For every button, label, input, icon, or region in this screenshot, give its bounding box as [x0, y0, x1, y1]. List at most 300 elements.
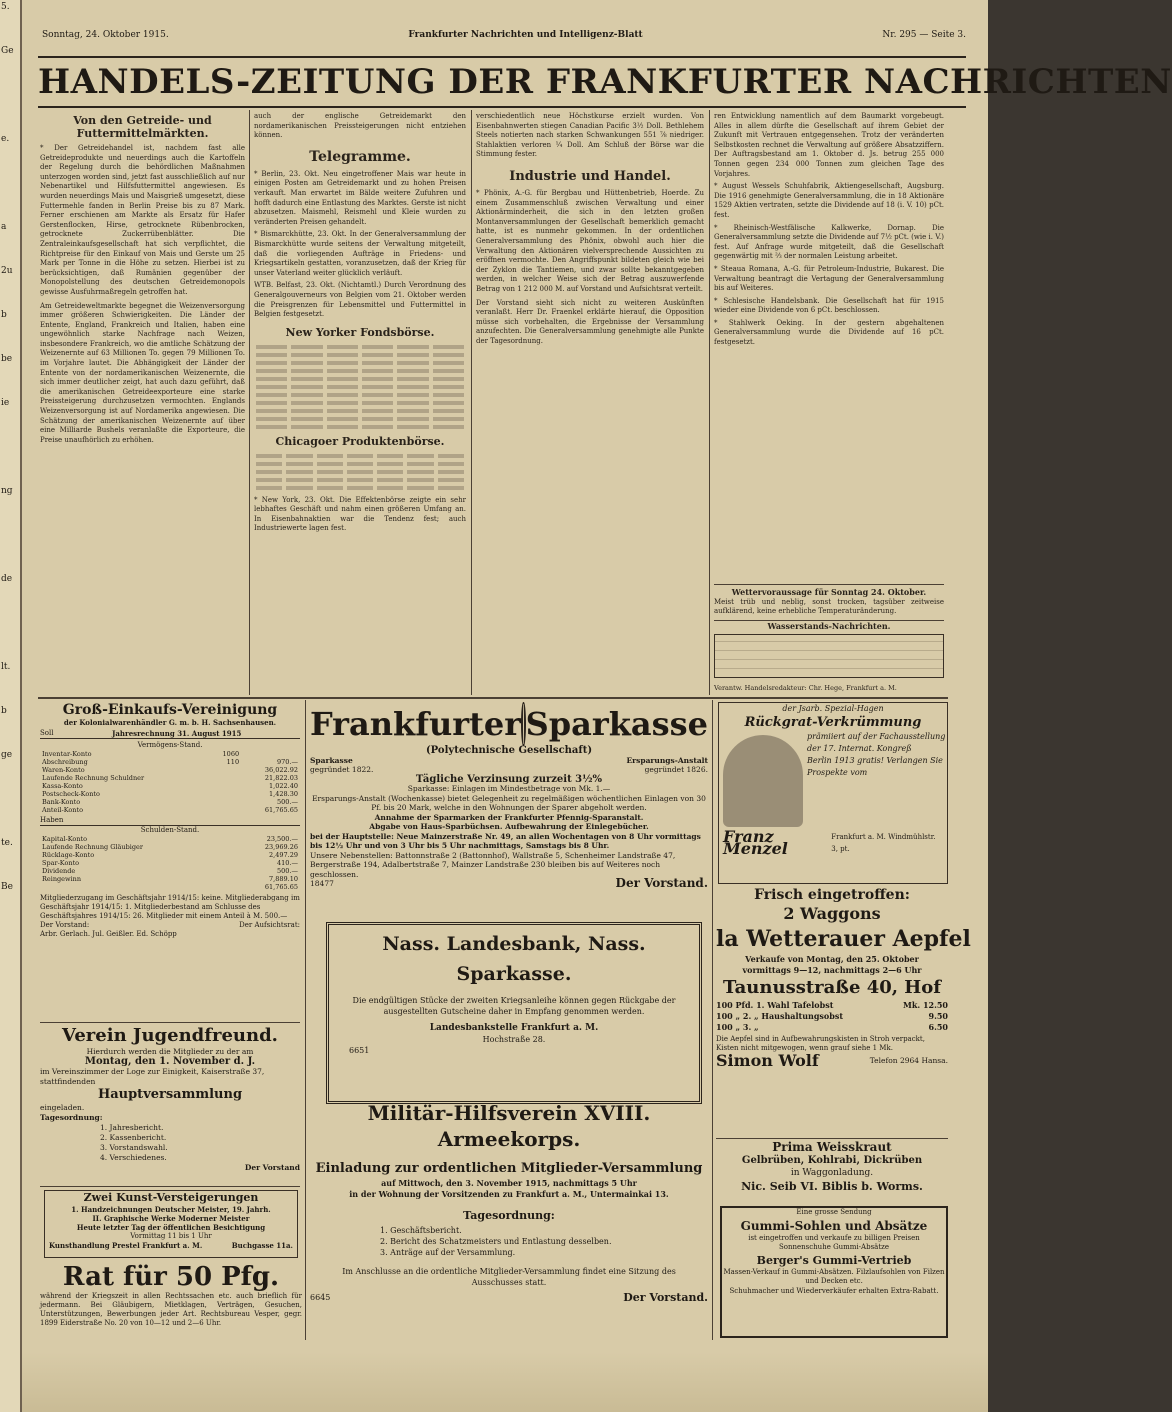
column-rule	[471, 110, 472, 695]
table-cell: 7,889.10	[269, 875, 298, 883]
table-cell	[325, 415, 360, 423]
gummi-l3: Berger's Gummi-Vertrieb	[756, 1253, 912, 1267]
aepfel-l1: Frisch eingetroffen:	[754, 887, 910, 903]
column-industrie	[476, 112, 704, 692]
table-row	[254, 415, 466, 423]
table-cell: Bank-Konto	[42, 798, 81, 806]
table-cell	[405, 468, 435, 476]
aepfel-prices	[716, 1000, 948, 1033]
table-cell	[431, 399, 466, 407]
aepfel-l4: Verkaufe von Montag, den 25. Oktober	[745, 954, 919, 964]
column-handel-cont	[714, 112, 944, 582]
adjacent-page-strip	[0, 0, 22, 1412]
table-cell	[431, 415, 466, 423]
price-qty: 100 Pfd. 1. Wahl Tafelobst	[716, 1000, 834, 1010]
article-paragraph: Am Getreideweltmarkte begegnet die Weizenversorgung immer größeren Schwierigkeiten. Die Länder der Entente, England, Frankreich und Italien, haben eine ungewöhnlich starke Nachfrage nach Weizen, insbesondere Frankreich, wo die amtliche Schätzung der Weizenernte auf 63 Millionen To. gegen 79 Millionen To. im Vorjahre lautet. Die Abhängigkeit der Länder der Entente von der nordamerikanischen Weizenernte, die sich immer deutlicher zeigt, hat auch dazu geführt, daß die amerikanischen Getreideexporteure eine starke Preissteigerung durchzusetzen vermochten. Englands Weizenversorgung ist auf Nordamerika angewiesen. Die Schätzung der amerikanischen Weizenernte auf über eine Milliarde Bushels veranlaßte die Exporteure, die Preise unaufhörlich zu erhöhen.	[40, 301, 245, 444]
table-cell	[431, 423, 466, 431]
list-item: 3. Anträge auf der Versammlung.	[380, 1248, 516, 1257]
table-cell: Rücklage-Konto	[42, 851, 95, 859]
table-cell	[395, 351, 430, 359]
kunst-line: Buchgasse 11a.	[231, 1241, 293, 1250]
sparkasse-text: bei der Hauptstelle: Neue Mainzerstraße Nr. 49, an allen Wochentagen von 8 Uhr vormittags bis 12½ Uhr und von 3 Uhr bis 5 Uhr nachmittags, Samstags bis 8 Uhr.	[310, 831, 701, 850]
rule	[40, 1186, 300, 1187]
menzel-line: Rückgrat-Verkrümmung	[744, 715, 922, 730]
price-qty: 100 „ 2. „ Haushaltungsobst	[716, 1011, 844, 1021]
table-cell	[254, 351, 289, 359]
table-cell: 61,765.65	[264, 883, 298, 891]
sparkasse-text: Annahme der Sparmarken der Frankfurter Pfennig-Sparanstalt.	[374, 812, 644, 822]
einkauf-members: Mitgliederzugang im Geschäftsjahr 1914/15: keine. Mitgliederabgang im Geschäftsjahr 1914/15: 1. Mitgliederbestand am Schlusse des Geschäftsjahres 1914/15: 26. Mitglieder mit einem Anteil à M. 500.—	[40, 894, 300, 920]
table-cell	[325, 343, 360, 351]
price-qty: 100 „ 3. „	[716, 1022, 759, 1032]
kunst-line: II. Graphische Werke Moderner Meister	[92, 1214, 250, 1223]
militaer-code: 6645	[310, 1293, 331, 1302]
gummi-l0: Eine grosse Sendung	[796, 1208, 872, 1216]
strip-fragment: de	[1, 574, 13, 584]
table-cell: 36,022.92	[264, 766, 298, 774]
article-paragraph: * Der Getreidehandel ist, nachdem fast alle Getreideprodukte und neuerdings auch die Kartoffeln der Regelung durch die behördlichen Maßnahmen unterzogen worden sind, jetzt fast ausschließlich auf nur Nebenartikel und Hilfsfuttermittel angewiesen. Es wurden neuerdings Mais und Maisgrieß umgesetzt, diese Futtermehle fanden in Berlin Preise bis zu 87 Mark. Ferner erschienen am Markte als Ersatz für Hafer Gerstenflocken, Hirse, getrocknete Rübenbrocken, getrocknete Zuckerrübenblätter. Die Zentraleinkaufsgesellschaft hat sich verpflichtet, die Richtpreise für den Einkauf von Mais und Gerste um 25 Mark per Tonne in die Höhe zu setzen. Hierbei ist zu berücksichtigen, daß Rumänien gegenüber der Monopolstellung des deutschen Getreidemonopols gewisse Ausfuhrmaßregeln getroffen hat.	[40, 144, 245, 296]
kunst-line: Vormittag 11 bis 1 Uhr	[130, 1232, 212, 1240]
section-title-telegramme: Telegramme.	[309, 148, 411, 165]
table-cell	[436, 476, 466, 484]
aepfel-l6: Taunusstraße 40, Hof	[722, 977, 942, 998]
table-row	[40, 774, 300, 782]
einkauf-aufsicht: Der Aufsichtsrat:	[239, 921, 300, 929]
verein-line: im Vereinszimmer der Loge zur Einigkeit, Kaiserstraße 37, stattfindenden	[40, 1067, 265, 1086]
table-row	[254, 484, 466, 492]
table-cell	[395, 399, 430, 407]
table-cell: 1060	[222, 750, 240, 758]
table-row	[254, 391, 466, 399]
table-cell: 110	[226, 758, 240, 766]
table-cell	[405, 460, 435, 468]
table-row	[254, 460, 466, 468]
strip-fragment	[0, 924, 20, 938]
table-cell	[284, 476, 314, 484]
table-cell	[431, 391, 466, 399]
price-value: Mk. 12.50	[902, 1000, 948, 1010]
table-cell	[345, 476, 375, 484]
table-cell	[395, 343, 430, 351]
price-row	[716, 1022, 948, 1033]
table-cell	[208, 774, 241, 782]
table-row	[40, 843, 300, 851]
aepfel-l3: la Wetterauer Aepfel	[716, 926, 971, 952]
verein-haupt: Hauptversammlung	[97, 1087, 243, 1102]
table-cell	[289, 407, 324, 415]
table-row	[254, 452, 466, 460]
price-value: 6.50	[928, 1022, 948, 1032]
kunst-title: Zwei Kunst-Versteigerungen	[83, 1191, 259, 1204]
aepfel-name: Simon Wolf	[716, 1051, 819, 1070]
table-row	[40, 798, 300, 806]
strip-fragment: ie	[1, 398, 10, 408]
table-cell	[375, 460, 405, 468]
table-row	[254, 343, 466, 351]
newspaper-page	[20, 0, 1172, 1412]
table-cell	[360, 343, 395, 351]
table-cell	[208, 790, 241, 798]
ad-militaer	[310, 1100, 708, 1340]
table-row	[40, 806, 300, 814]
strip-fragment: Be	[1, 882, 13, 892]
table-cell	[289, 359, 324, 367]
table-cell	[254, 391, 289, 399]
table-row	[254, 351, 466, 359]
table-cell	[395, 383, 430, 391]
table-cell	[315, 468, 345, 476]
table-cell	[345, 460, 375, 468]
table-cell	[360, 399, 395, 407]
table-cell	[254, 367, 289, 375]
table-cell	[360, 391, 395, 399]
strip-fragment: b	[1, 310, 7, 320]
aepfel-l2: 2 Waggons	[783, 904, 881, 923]
article-paragraph: * Steaua Romana, A.-G. für Petroleum-Industrie, Bukarest. Die Verwaltung beantragt die Vertagung der Generalversammlung bis auf Weiteres.	[714, 264, 944, 293]
table-cell	[375, 484, 405, 492]
table-cell	[345, 484, 375, 492]
label-vermoegen: Vermögens-Stand.	[137, 741, 203, 749]
militaer-items	[310, 1225, 708, 1258]
table-row	[40, 835, 300, 843]
table-cell	[254, 343, 289, 351]
ad-sparkasse	[310, 702, 708, 917]
strip-fragment	[0, 88, 20, 102]
menzel-line: prämiiert auf der Fachausstellung der 17. Internat. Kongreß	[807, 732, 946, 753]
table-cell	[254, 460, 284, 468]
table-cell: 61,765.65	[264, 806, 298, 814]
table-cell	[254, 359, 289, 367]
landesbank-text: Die endgültigen Stücke der zweiten Kriegsanleihe können gegen Rückgabe der ausgestellten Gutscheine daher in Empfang genommen werden.	[352, 996, 676, 1016]
table-cell	[325, 399, 360, 407]
table-cell	[254, 468, 284, 476]
militaer-footer: Im Anschlusse an die ordentliche Mitglieder-Versammlung findet eine Sitzung des Ausschusses statt.	[342, 1267, 676, 1287]
sparkasse-sign: Der Vorstand.	[615, 876, 708, 890]
table-cell	[375, 452, 405, 460]
ny-stock-table	[254, 343, 466, 431]
table-cell	[284, 468, 314, 476]
table-cell	[325, 375, 360, 383]
table-cell	[254, 399, 289, 407]
table-cell	[254, 407, 289, 415]
table-row	[40, 867, 300, 875]
strip-fragment: a	[1, 222, 7, 232]
table-cell	[325, 407, 360, 415]
table-cell	[360, 359, 395, 367]
table-cell: Dividende	[42, 867, 76, 875]
article-paragraph: * New York, 23. Okt. Die Effektenbörse zeigte ein sehr lebhaftes Geschäft und nahm einen größeren Umfang an. In Eisenbahnaktien war die Tendenz fest; auch Industriewerte lagen fest.	[254, 495, 466, 533]
table-row	[254, 407, 466, 415]
ad-verein	[40, 1025, 300, 1185]
table-cell: 1,428.30	[269, 790, 298, 798]
table-cell: 970.—	[277, 758, 298, 766]
weather-box	[714, 588, 944, 618]
table-cell	[395, 375, 430, 383]
table-row	[254, 423, 466, 431]
article-paragraph: ren Entwicklung namentlich auf dem Baumarkt vorgebeugt. Alles in allem dürfte die Gesellschaft auf ihrem Gebiet der Zukunft mit Vertrauen entgegensehen. Trotz der veränderten Selbstkosten rechnet die Verwaltung auf größere Absatzziffern. Der Auftragsbestand am 1. Oktober d. Js. betrug 255 000 Tonnen gegen 234 000 Tonnen zum gleichen Tage des Vorjahres.	[714, 112, 944, 178]
strip-fragment	[0, 176, 20, 190]
table-cell	[360, 367, 395, 375]
table-row	[254, 383, 466, 391]
water-box	[714, 622, 944, 684]
table-cell	[431, 351, 466, 359]
schulden-table	[40, 835, 300, 891]
table-cell	[289, 423, 324, 431]
ad-kunst	[44, 1190, 298, 1258]
table-row	[254, 375, 466, 383]
list-item: 4. Verschiedenes.	[100, 1153, 167, 1162]
table-cell	[436, 484, 466, 492]
table-cell: Kassa-Konto	[42, 782, 83, 790]
article-paragraph: * August Wessels Schuhfabrik, Aktiengesellschaft, Augsburg. Die 1916 genehmigte Generalversammlung, die in 18 Aktionäre 1529 Aktien vertraten, setzte die Dividende auf 18 (i. V. 10) pCt. fest.	[714, 182, 944, 219]
strip-fragment: ge	[1, 750, 13, 760]
sparkasse-right2: gegründet 1826.	[644, 765, 708, 774]
table-cell	[431, 375, 466, 383]
table-cell	[289, 375, 324, 383]
table-cell	[360, 383, 395, 391]
list-item: 3. Vorstandswahl.	[100, 1143, 168, 1152]
list-item: 1. Geschäftsbericht.	[380, 1226, 462, 1235]
table-row	[40, 750, 300, 758]
aepfel-l5: vormittags 9—12, nachmittags 2—6 Uhr	[742, 965, 922, 975]
kraut-l2: Gelbrüben, Kohlrabi, Dickrüben	[741, 1155, 923, 1166]
table-cell	[405, 484, 435, 492]
strip-fragment: 5.	[1, 2, 10, 12]
price-row	[716, 1011, 948, 1022]
ad-einkauf	[40, 702, 300, 1020]
table-cell	[345, 468, 375, 476]
table-cell	[360, 407, 395, 415]
table-row	[40, 851, 300, 859]
table-cell	[395, 407, 430, 415]
table-cell	[315, 452, 345, 460]
table-cell	[395, 423, 430, 431]
sparkasse-text: Sparkasse: Einlagen im Mindestbetrage von Mk. 1.—	[407, 784, 611, 793]
sparkasse-title-2: Sparkasse	[525, 705, 708, 743]
strip-fragment	[0, 528, 20, 542]
table-cell	[289, 415, 324, 423]
table-cell	[405, 476, 435, 484]
menzel-figure	[723, 735, 803, 827]
table-cell	[284, 460, 314, 468]
einkauf-names: Arbr. Gerlach. Jul. Geißler. Ed. Schöpp	[40, 930, 177, 938]
verein-date: Montag, den 1. November d. J.	[84, 1056, 256, 1067]
header-date: Sonntag, 24. Oktober 1915.	[42, 30, 169, 40]
table-cell: Abschreibung	[42, 758, 88, 766]
table-cell: 500.—	[277, 867, 298, 875]
table-row	[254, 359, 466, 367]
table-cell	[360, 423, 395, 431]
table-cell	[395, 367, 430, 375]
article-paragraph: verschiedentlich neue Höchstkurse erzielt wurden. Von Eisenbahnwerten stiegen Canadian Pacific 3½ Doll. Bethlehem Steels notierten nach starken Schwankungen 551 ⅞ niedriger. Stahlaktien verloren ¼ Doll. Am Schluß der Börse war die Stimmung fester.	[476, 112, 704, 159]
militaer-invite: Einladung zur ordentlichen Mitglieder-Versammlung	[315, 1161, 703, 1176]
verein-items	[40, 1123, 300, 1163]
verein-line: eingeladen.	[40, 1103, 85, 1112]
weather-title: Wettervoraussage für Sonntag 24. Oktober.	[731, 587, 927, 597]
table-cell	[241, 750, 300, 758]
table-cell	[289, 343, 324, 351]
sparkasse-sub: (Polytechnische Gesellschaft)	[425, 745, 593, 756]
strip-fragment: e.	[1, 134, 10, 144]
table-cell	[289, 351, 324, 359]
strip-fragment	[0, 792, 20, 806]
section-rule	[38, 697, 948, 699]
ad-gummi	[720, 1206, 948, 1338]
table-cell	[284, 484, 314, 492]
column-rule	[712, 700, 713, 1340]
section-title-newyork: New Yorker Fondsbörse.	[285, 325, 435, 339]
column-telegramme	[254, 112, 466, 692]
weather-text: Meist trüb und neblig, sonst trocken, tagsüber zeitweise aufklärend, keine erhebliche Temperaturänderung.	[714, 597, 944, 616]
ad-menzel	[718, 702, 948, 884]
aepfel-note: Die Aepfel sind in Aufbewahrungskisten in Stroh verpackt, Kisten nicht mitgewogen, wenn grauf siehe 1 Mk.	[716, 1035, 925, 1052]
table-cell	[284, 452, 314, 460]
table-cell: Kapital-Konto	[42, 835, 88, 843]
sparkasse-right1: Ersparungs-Anstalt	[626, 755, 708, 765]
table-cell	[289, 383, 324, 391]
label-schulden: Schulden-Stand.	[40, 825, 300, 835]
article-paragraph: * Berlin, 23. Okt. Neu eingetroffener Mais war heute in einigen Posten am Getreidemarkt und zu hohen Preisen verkauft. Man erwartet im Bälde weitere Zufuhren und hofft dadurch eine Entlastung des Marktes. Gerste ist nicht abzusetzen. Maismehl, Reismehl und Kleie wurden zu veränderten Preisen gehandelt.	[254, 169, 466, 226]
table-cell: 410.—	[277, 859, 298, 867]
kraut-l4: Nic. Seib VI. Biblis b. Worms.	[741, 1180, 923, 1193]
table-cell	[431, 343, 466, 351]
table-row	[40, 790, 300, 798]
menzel-line: Berlin 1913 gratis! Verlangen Sie Prospekte vom	[807, 756, 943, 777]
table-cell	[345, 452, 375, 460]
rat-text: während der Kriegszeit in allen Rechtssachen etc. auch brieflich für jedermann. Bei Gläubigern, Mietklagen, Verträgen, Gesuchen, Unterstützungen, Bewerbungen jeder Art. Rechtsbureau Vesper, gegr. 1899 Eiderstraße No. 20 von 10—12 und 2—6 Uhr.	[40, 1292, 302, 1327]
article-paragraph: Der Vorstand sieht sich nicht zu weiteren Auskünften veranlaßt. Herr Dr. Fraenkel erklärte hierauf, die Opposition müsse sich vorbehalten, die Ergebnisse der Versammlung anzufechten. Die Generalversammlung genehmigte alle Punkte der Tagesordnung.	[476, 298, 704, 345]
rule	[40, 1022, 300, 1023]
table-cell	[375, 468, 405, 476]
table-cell	[289, 367, 324, 375]
sparkasse-text: Ersparungs-Anstalt (Wochenkasse) bietet Gelegenheit zu regelmäßigen wöchentlichen Einlagen von 30 Pf. bis 20 Mark, welche in den Wohnungen der Sparer abgeholt werden.	[312, 793, 706, 812]
table-cell: 2,497.29	[269, 851, 298, 859]
article-title-getreide: Von den Getreide- und Futtermittelmärkten.	[73, 114, 212, 140]
rule	[716, 1138, 948, 1139]
sparkasse-zins: Tägliche Verzinsung zurzeit 3½%	[415, 773, 603, 785]
table-row	[40, 766, 300, 774]
table-cell: 500.—	[277, 798, 298, 806]
table-cell: Postscheck-Konto	[42, 790, 100, 798]
table-cell: Anteil-Konto	[42, 806, 83, 814]
table-cell	[360, 351, 395, 359]
rule	[714, 584, 944, 585]
gummi-l4: Massen-Verkauf in Gummi-Absätzen. Filzlaufsohlen von Filzen und Decken etc.	[723, 1267, 945, 1285]
gummi-l1: Gummi-Sohlen und Absätze	[740, 1218, 928, 1233]
ad-kraut	[716, 1141, 948, 1201]
page-edge	[20, 1352, 988, 1412]
page-header	[42, 30, 966, 40]
table-row	[40, 883, 300, 891]
table-cell	[208, 806, 241, 814]
militaer-title: Militär-Hilfsverein XVIII. Armeekorps.	[367, 1101, 651, 1151]
table-cell: 1,022.40	[269, 782, 298, 790]
vermoegen-table	[40, 750, 300, 814]
column-getreide	[40, 112, 245, 692]
table-cell	[289, 399, 324, 407]
table-cell: 21,822.03	[264, 774, 298, 782]
rat-title: Rat für 50 Pfg.	[62, 1262, 280, 1292]
kraut-l1: Prima Weisskraut	[772, 1140, 892, 1154]
verein-line: Hierdurch werden die Mitglieder zu der am	[86, 1047, 254, 1056]
table-cell	[395, 415, 430, 423]
label-soll: Soll	[40, 729, 54, 737]
table-cell	[208, 782, 241, 790]
table-cell	[254, 476, 284, 484]
list-item: 1. Jahresbericht.	[100, 1123, 164, 1132]
sparkasse-text: Unsere Nebenstellen: Battonnstraße 2 (Battonnhof), Wallstraße 5, Schenheimer Landstraße 47, Bergerstraße 194, Adalbertstraße 7, Mainzer Landstraße 230 bleiben bis auf Weiteres noch geschlossen.	[310, 850, 676, 879]
table-cell	[431, 407, 466, 415]
table-cell	[395, 391, 430, 399]
table-row	[254, 399, 466, 407]
table-cell	[325, 383, 360, 391]
table-cell: Waren-Konto	[42, 766, 85, 774]
table-cell	[431, 359, 466, 367]
table-cell	[325, 359, 360, 367]
article-paragraph: * Phönix, A.-G. für Bergbau und Hüttenbetrieb, Hoerde. Zu einem Zusammenschluß zwischen Verwaltung und einer Aktionärminderheit, die sich in den letzten großen Montanversammlungen der Gesellschaft bemerklich gemacht hatte, ist es nunmehr gekommen. In der ordentlichen Generalversammlung des Phönix, obwohl auch hier die Verwaltung den Aktionären vielversprechende Aussichten zu eröffnen vermochte. Den Angriffspunkt bildeten gleich wie bei der Zyklon die Tantiemen, und zwar sollte bekanntgegeben werden, in welcher Weise sich der Betrag auszuwerfende Betrag von 1 212 000 M. auf Vorstand und Aufsichtsrat verteilt.	[476, 188, 704, 293]
sparkasse-left2: gegründet 1822.	[310, 765, 374, 774]
ad-landesbank	[326, 922, 702, 1104]
table-cell	[360, 375, 395, 383]
militaer-sign: Der Vorstand.	[623, 1291, 708, 1304]
kunst-line: 1. Handzeichnungen Deutscher Meister, 19. Jahrh.	[71, 1205, 271, 1214]
landesbank-addr: Hochstraße 28.	[482, 1035, 546, 1044]
strip-fragment	[0, 616, 20, 630]
verein-sign: Der Vorstand	[244, 1163, 300, 1172]
einkauf-vorstand: Der Vorstand:	[40, 921, 90, 929]
column-rule	[305, 700, 306, 1340]
kunst-line: Kunsthandlung Prestel Frankfurt a. M.	[49, 1241, 203, 1250]
menzel-line: der Jsarb. Spezial-Hagen	[782, 704, 884, 713]
strip-fragment: lt.	[1, 662, 11, 672]
militaer-tagesordnung: Tagesordnung:	[463, 1209, 555, 1222]
masthead: HANDELS-ZEITUNG DER FRANKFURTER NACHRICHTEN	[38, 56, 966, 108]
article-paragraph: * Schlesische Handelsbank. Die Gesellschaft hat für 1915 wieder eine Dividende von 6 pCt. beschlossen.	[714, 296, 944, 315]
strip-fragment: be	[1, 354, 13, 364]
table-cell	[436, 452, 466, 460]
price-value: 9.50	[928, 1011, 948, 1021]
landesbank-title: Nass. Landesbank, Nass. Sparkasse.	[382, 933, 646, 985]
article-paragraph: WTB. Belfast, 23. Okt. (Nichtamtl.) Durch Verordnung des Generalgouverneurs von Belgien vom 21. Oktober werden die Preisgrenzen für Lebensmittel und Futtermittel in Belgien festgesetzt.	[254, 281, 466, 319]
ad-aepfel	[716, 886, 971, 1136]
table-row	[40, 859, 300, 867]
ad-einkauf-subtitle: der Kolonialwarenhändler G. m. b. H. Sachsenhausen.	[63, 718, 277, 727]
strip-fragment: ng	[1, 486, 13, 496]
table-cell: Laufende Rechnung Schuldner	[42, 774, 145, 782]
table-cell	[208, 798, 241, 806]
table-row	[40, 875, 300, 883]
table-cell	[431, 367, 466, 375]
article-paragraph: * Rheinisch-Westfälische Kalkwerke, Dornap. Die Generalversammlung setzte die Dividende auf 7½ pCt. (wie i. V.) fest. Auf Anfrage wurde mitgeteilt, daß die Gesellschaft gegenwärtig mit ⅔ der normalen Leistung arbeitet.	[714, 223, 944, 261]
table-cell	[375, 476, 405, 484]
militaer-place: in der Wohnung der Vorsitzenden zu Frankfurt a. M., Untermainkai 13.	[349, 1189, 669, 1199]
strip-fragment: te.	[1, 838, 13, 848]
ad-verein-title: Verein Jugendfreund.	[62, 1025, 278, 1046]
kraut-l3: in Waggonladung.	[790, 1168, 874, 1178]
landesbank-sign: Landesbankstelle Frankfurt a. M.	[429, 1023, 599, 1033]
table-cell	[360, 415, 395, 423]
landesbank-code: 6651	[349, 1046, 370, 1055]
table-cell: 23,500.—	[266, 835, 298, 843]
table-row	[254, 476, 466, 484]
article-paragraph: * Bismarckhütte, 23. Okt. In der Generalversammlung der Bismarckhütte wurde seitens der Verwaltung mitgeteilt, daß die vorliegenden Aufträge in Friedens- und Kriegsartikeln gestatten, voranzusetzen, daß der Krieg für unser Vaterland weiter glücklich verläuft.	[254, 230, 466, 277]
article-paragraph: auch der englische Getreidemarkt den nordamerikanischen Preissteigerungen nicht entziehen können.	[254, 112, 466, 140]
table-cell: Reingewinn	[42, 875, 82, 883]
table-cell	[315, 484, 345, 492]
table-cell: 23,969.26	[264, 843, 298, 851]
list-item: 2. Kassenbericht.	[100, 1133, 167, 1142]
sparkasse-title-1: Frankfurter	[310, 705, 522, 743]
